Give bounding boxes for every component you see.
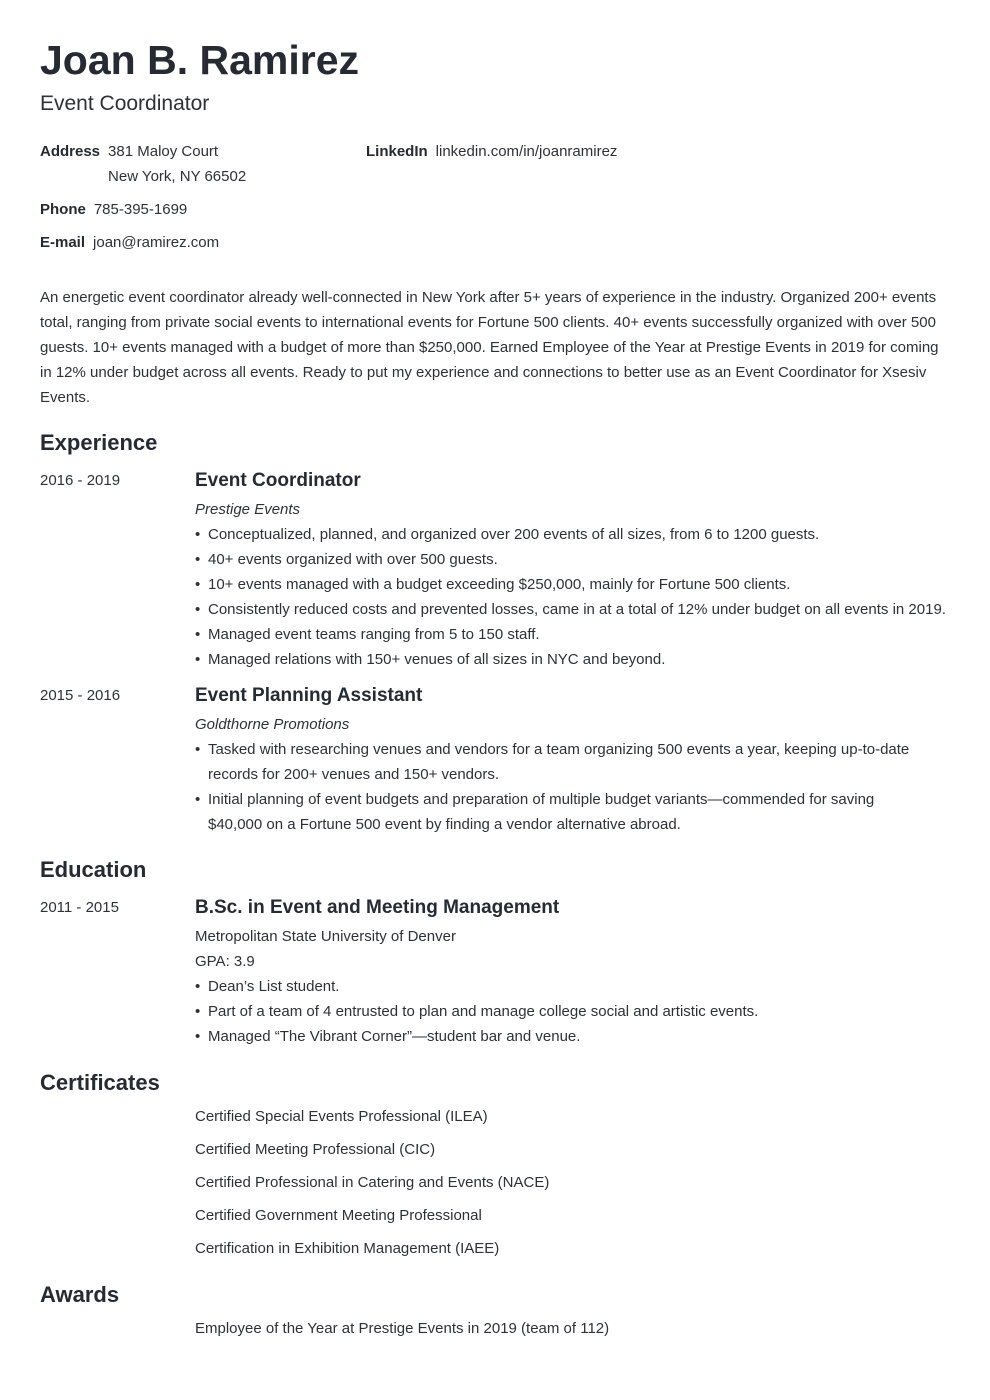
company-name: Goldthorne Promotions <box>195 716 350 733</box>
company-name: Prestige Events <box>195 501 301 518</box>
awards-list <box>195 1316 950 1349</box>
candidate-title: Event Coordinator <box>40 92 210 115</box>
education-heading: Education <box>40 857 147 882</box>
job-bullets <box>195 522 950 672</box>
education-details <box>195 895 950 1049</box>
experience-heading: Experience <box>40 430 158 455</box>
bullet-item: • Managed relations with 150+ venues of all sizes in NYC and beyond. <box>195 647 950 672</box>
contact-linkedin <box>366 139 617 164</box>
job-dates: 2016 - 2019 <box>40 472 121 489</box>
bullet-item: • Managed “The Vibrant Corner”—student bar and venue. <box>195 1024 950 1049</box>
bullet-item: • Initial planning of event budgets and preparation of multiple budget variants—commended for saving $40,000 on a Fortune 500 event by finding a vendor alternative abroad. <box>195 787 930 837</box>
profile-summary: An energetic event coordinator already well-connected in New York after 5+ years of experience in the industry. Organized 200+ events total, ranging from private social events to international events for Fortune 500 clients. 40+ events successfully organized with over 500 guests. 10+ events managed with a budget of more than $250,000. Earned Employee of the Year at Prestige Events in 2019 for coming in 12% under budget across all events. Ready to put my experience and connections to better use as an Event Coordinator for Xsesiv Events. <box>40 289 939 406</box>
degree-title: B.Sc. in Event and Meeting Management <box>195 897 560 918</box>
certificate-item: Certified Professional in Catering and Events (NACE) <box>195 1174 550 1191</box>
certificates-list <box>195 1104 950 1269</box>
job-details <box>195 683 950 837</box>
bullet-item: • 40+ events organized with over 500 guests. <box>195 547 950 572</box>
bullet-item: • 10+ events managed with a budget exceeding $250,000, mainly for Fortune 500 clients. <box>195 572 950 597</box>
certificate-item: Certified Meeting Professional (CIC) <box>195 1141 436 1158</box>
address-line-1: 381 Maloy Court <box>108 143 219 160</box>
address-value <box>108 139 246 189</box>
address-label: Address <box>40 143 101 160</box>
certificate-item: Certified Special Events Professional (ILEA) <box>195 1108 488 1125</box>
education-bullets <box>195 974 950 1049</box>
job-title: Event Planning Assistant <box>195 685 423 706</box>
education-dates: 2011 - 2015 <box>40 899 119 916</box>
job-title: Event Coordinator <box>195 470 361 491</box>
bullet-item: • Managed event teams ranging from 5 to 150 staff. <box>195 622 950 647</box>
school-name: Metropolitan State University of Denver <box>195 928 456 945</box>
bullet-item: • Consistently reduced costs and prevented losses, came in at a total of 12% under budget on all events in 2019. <box>195 597 950 622</box>
certificates-heading: Certificates <box>40 1070 160 1095</box>
contact-phone <box>40 197 187 222</box>
linkedin-link[interactable]: linkedin.com/in/joanramirez <box>435 143 618 160</box>
phone-value: 785-395-1699 <box>93 201 188 218</box>
certificate-item: Certified Government Meeting Professional <box>195 1207 482 1224</box>
job-bullets <box>195 737 930 837</box>
contact-address <box>40 139 246 189</box>
email-link[interactable]: joan@ramirez.com <box>93 234 220 251</box>
bullet-item: • Conceptualized, planned, and organized over 200 events of all sizes, from 6 to 1200 guests. <box>195 522 950 547</box>
bullet-item: • Tasked with researching venues and vendors for a team organizing 500 events a year, keeping up-to-date records for 200+ venues and 150+ vendors. <box>195 737 930 787</box>
bullet-item: • Part of a team of 4 entrusted to plan and manage college social and artistic events. <box>195 999 950 1024</box>
linkedin-label: LinkedIn <box>366 143 428 160</box>
phone-label: Phone <box>40 201 86 218</box>
job-details <box>195 468 950 672</box>
email-label: E-mail <box>40 234 86 251</box>
gpa: GPA: 3.9 <box>195 953 255 970</box>
job-dates: 2015 - 2016 <box>40 687 121 704</box>
bullet-item: • Dean’s List student. <box>195 974 950 999</box>
award-item: Employee of the Year at Prestige Events in 2019 (team of 112) <box>195 1320 610 1337</box>
contact-email <box>40 230 219 255</box>
awards-heading: Awards <box>40 1282 120 1307</box>
certificate-item: Certification in Exhibition Management (IAEE) <box>195 1240 500 1257</box>
address-line-2: New York, NY 66502 <box>108 168 247 185</box>
candidate-name: Joan B. Ramirez <box>40 37 359 83</box>
